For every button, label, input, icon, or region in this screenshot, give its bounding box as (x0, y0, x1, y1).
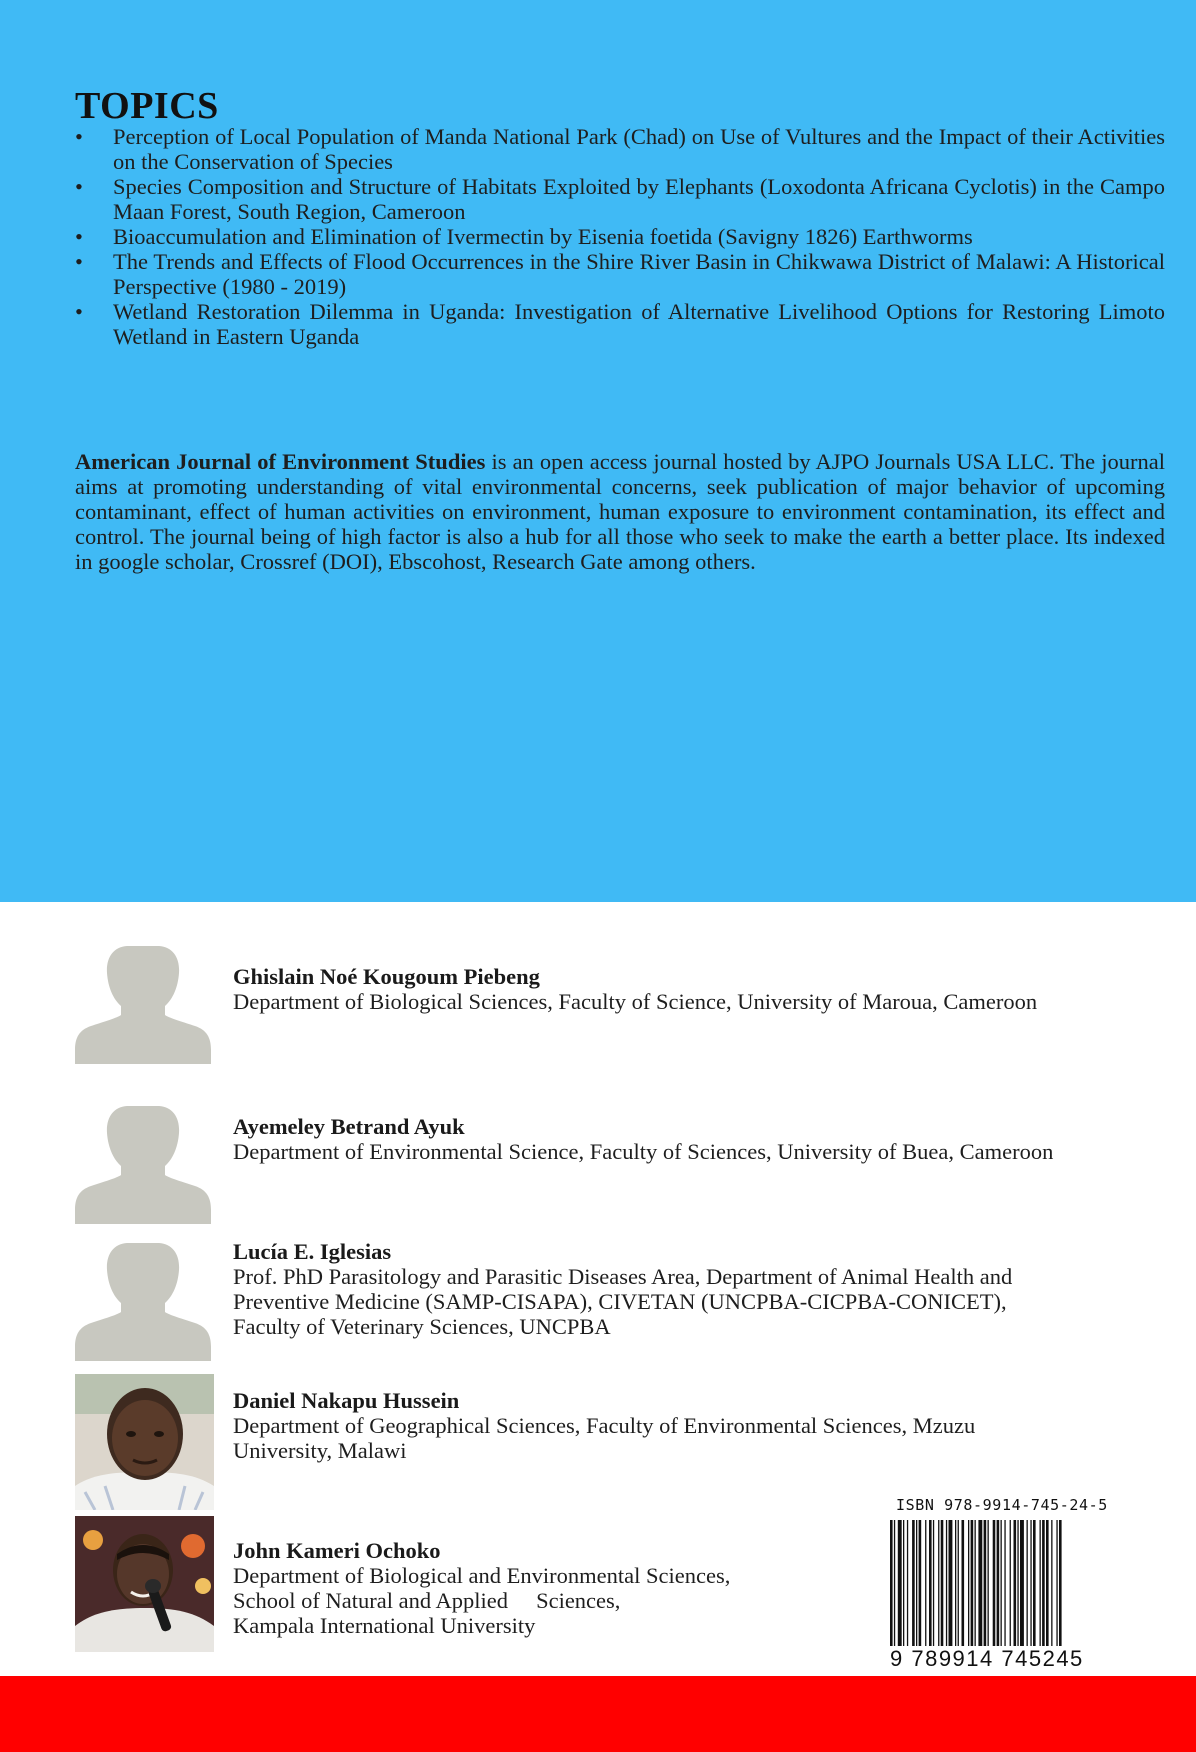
author-name: Daniel Nakapu Hussein (233, 1388, 460, 1413)
author-info (233, 1388, 1163, 1463)
author-name: Ghislain Noé Kougoum Piebeng (233, 964, 540, 989)
bullet-icon: • (75, 124, 83, 149)
author-name: John Kameri Ochoko (233, 1538, 441, 1563)
journal-description-text: is an open access journal hosted by AJPO Journals USA LLC. The journal aims at promoting understanding of vital environmental concerns, seek publication of major behavior of upcoming contaminant, effect of human activities on environment, human exposure to environment contamination, its effect and control. The journal being of high factor is also a hub for all those who seek to make the earth a better place. Its indexed in google scholar, Crossref (DOI), Ebscohost, Research Gate among others. (75, 449, 1165, 574)
author-photo (75, 1516, 214, 1652)
author-affiliation-line: Department of Biological and Environmental Sciences, (233, 1563, 731, 1588)
isbn-digits: 9 789914 745245 (890, 1646, 1112, 1672)
topic-item (75, 224, 1165, 249)
person-silhouette-icon (75, 1243, 211, 1361)
topic-item (75, 249, 1165, 299)
topic-item (75, 299, 1165, 349)
author-affiliation-line: Prof. PhD Parasitology and Parasitic Diseases Area, Department of Animal Health and (233, 1264, 1013, 1289)
author-info (233, 964, 1163, 1014)
bullet-icon: • (75, 249, 83, 274)
author-affiliation-line: Preventive Medicine (SAMP-CISAPA), CIVETAN (UNCPBA-CICPBA-CONICET), (233, 1289, 1007, 1314)
author-affiliation: Department of Environmental Science, Faculty of Sciences, University of Buea, Cameroon (233, 1139, 1054, 1164)
isbn-label: ISBN 978-9914-745-24-5 (896, 1496, 1108, 1514)
author-name: Lucía E. Iglesias (233, 1239, 392, 1264)
author-affiliation-line: Kampala International University (233, 1613, 536, 1638)
author-affiliation-line: School of Natural and Applied Sciences, (233, 1588, 621, 1613)
author-affiliation: Department of Biological Sciences, Faculty of Science, University of Maroua, Cameroon (233, 989, 1038, 1014)
author-info (233, 1239, 1163, 1339)
person-silhouette-icon (75, 1106, 211, 1224)
journal-description (75, 449, 1165, 574)
person-silhouette-icon (75, 946, 211, 1064)
author-photo (75, 1374, 214, 1510)
topic-text: Wetland Restoration Dilemma in Uganda: Investigation of Alternative Livelihood Options for Restoring Limoto Wetland in Eastern Uganda (113, 299, 1165, 349)
bottom-bar (0, 1676, 1196, 1752)
bullet-icon: • (75, 299, 83, 324)
topics-list (75, 124, 1165, 349)
author-info (233, 1114, 1163, 1164)
topic-item (75, 174, 1165, 224)
topic-text: Species Composition and Structure of Habitats Exploited by Elephants (Loxodonta Africana Cyclotis) in the Campo Maan Forest, South Region, Cameroon (113, 174, 1165, 224)
bullet-icon: • (75, 224, 83, 249)
isbn-barcode (890, 1496, 1112, 1676)
topic-text: Bioaccumulation and Elimination of Ivermectin by Eisenia foetida (Savigny 1826) Earthworms (113, 224, 973, 249)
journal-name: American Journal of Environment Studies (75, 449, 486, 474)
author-affiliation-line: University, Malawi (233, 1438, 407, 1463)
bullet-icon: • (75, 174, 83, 199)
author-affiliation-line: Faculty of Veterinary Sciences, UNCPBA (233, 1314, 611, 1339)
author-affiliation-line: Department of Geographical Sciences, Faculty of Environmental Sciences, Mzuzu (233, 1413, 976, 1438)
topic-text: The Trends and Effects of Flood Occurrences in the Shire River Basin in Chikwawa District of Malawi: A Historical Perspective (1980 - 2019) (113, 249, 1165, 299)
author-name: Ayemeley Betrand Ayuk (233, 1114, 465, 1139)
topic-text: Perception of Local Population of Manda National Park (Chad) on Use of Vultures and the Impact of their Activities on the Conservation of Species (113, 124, 1165, 174)
topics-heading: TOPICS (75, 85, 219, 127)
topic-item (75, 124, 1165, 174)
